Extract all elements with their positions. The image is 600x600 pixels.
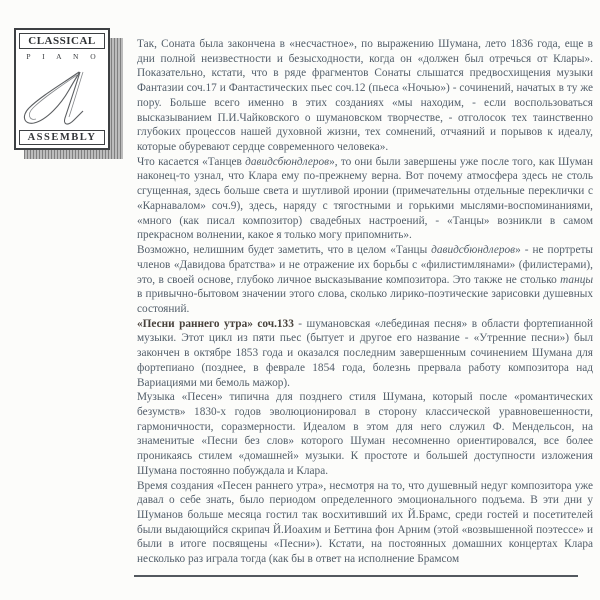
paragraph [137,390,593,478]
text-segment: «Песни раннего утра» соч.133 [137,317,294,330]
text-segment: давидсбюндлеров [245,155,330,168]
text-segment: давидсбюндлеров [431,244,516,257]
text-segment: в привычно-бытовом значении этого слова, сколько лирико-поэтические зарисовки душевных состояний. [137,288,593,315]
paragraph [137,37,593,155]
text-segment: танцы [560,273,593,286]
text-segment: Время создания «Песен раннего утра», несмотря на то, что душевный недуг композитора уже давал о себе знать, было периодом определенного эмоционального подъема. В эти дни у Шуманов больше месяца гостил так восхитивший их Й.Брамс, среди гостей и посетителей были выдающийся скрипач Й.Иоахим и Беттина фон Арним (этой «возвышенной поэтессе» и были в итоге посвящены «Песни»). Кстати, на постоянных домашних концертах Клара несколько раз играла тогда (как бы в ответ на исполнение Брамсом [137,479,593,566]
text-segment: Так, Соната была закончена в «несчастное», по выражению Шумана, лето 1836 года, еще в дни полной неизвестности и безысходности, когда он «должен был отречься от Клары». Показательно, кстати, что в ряде фрагментов Сонаты слышатся предвосхищения музыки Фантазии соч.17 и Фантастических пьес соч.12 (пьеса «Ночью») - сочинений, начатых в ту же пору. Больше всего именно в этих созданиях «мы находим, - если воспользоваться высказыванием П.И.Чайковского о шумановском творчестве, - отголосок тех таинственно глубоких процессов нашей духовной жизни, тех сомнений, отчаяний и порывов к идеалу, которые обуревают сердце современного человека». [137,38,593,154]
classical-piano-assembly-logo [14,28,110,150]
text-segment: Что касается «Танцев [137,155,246,168]
text-segment: Возможно, нелишним будет заметить, что в целом «Танцы [137,244,432,257]
paragraph [137,479,593,567]
text-segment: », то они были завершены уже после того, как Шуман наконец-то узнал, что Клара ему по-прежнему верна. Вот почему атмосфера здесь не столь сгущенная, здесь больше света и шутливой иронии (примечательны отдельные переклички с «Карнавалом» соч.9), здесь, наряду с тягостными и горькими мыслями-воспоминаниями, «много (как писал композитор) свадебных настроений, - «Танцы» возникли в самом прекрасном волнении, какое я только могу припомнить». [137,155,593,242]
article [137,37,593,575]
paragraph [137,243,593,317]
text-segment: Музыка «Песен» типична для позднего стиля Шумана, который после «романтических безумств» 1830-х годов эволюционировал в сторону классической уравновешенности, гармоничности, соразмерности. Идеалом в этом для него служил Ф. Мендельсон, на знаменитые «Песни без слов» которого Шуман несомненно ориентировался, все более проникаясь стилем «домашней» музыки. К простоте и большей доступности изложения Шумана постоянно побуждала и Клара. [137,391,593,477]
text-segment: - шумановская «лебединая песня» в области фортепианной музыки. Этот цикл из пяти пьес (бытует и другое его название - «Утренние песни») был закончен в октябре 1853 года и оказался последним завершенным сочинением Шумана для фортепиано (позднее, в феврале 1854 года, болезнь прервала работу композитора над Вариациями ми бемоль мажор). [137,317,593,389]
logo-subtitle: P I A N O [26,52,101,61]
logo-title: CLASSICAL [19,33,105,49]
script-a-monogram-icon [17,66,107,130]
logo-footer: ASSEMBLY [19,130,105,145]
text-segment: » - не портреты членов «Давидова братства» и не отражение их борьбы с «филистимлянами» (филистерами), это, в своей основе, глубоко личное высказывание композитора. Это также не столько [137,244,593,286]
bottom-divider [134,575,578,577]
paragraph [137,317,593,391]
paragraph [137,155,593,243]
